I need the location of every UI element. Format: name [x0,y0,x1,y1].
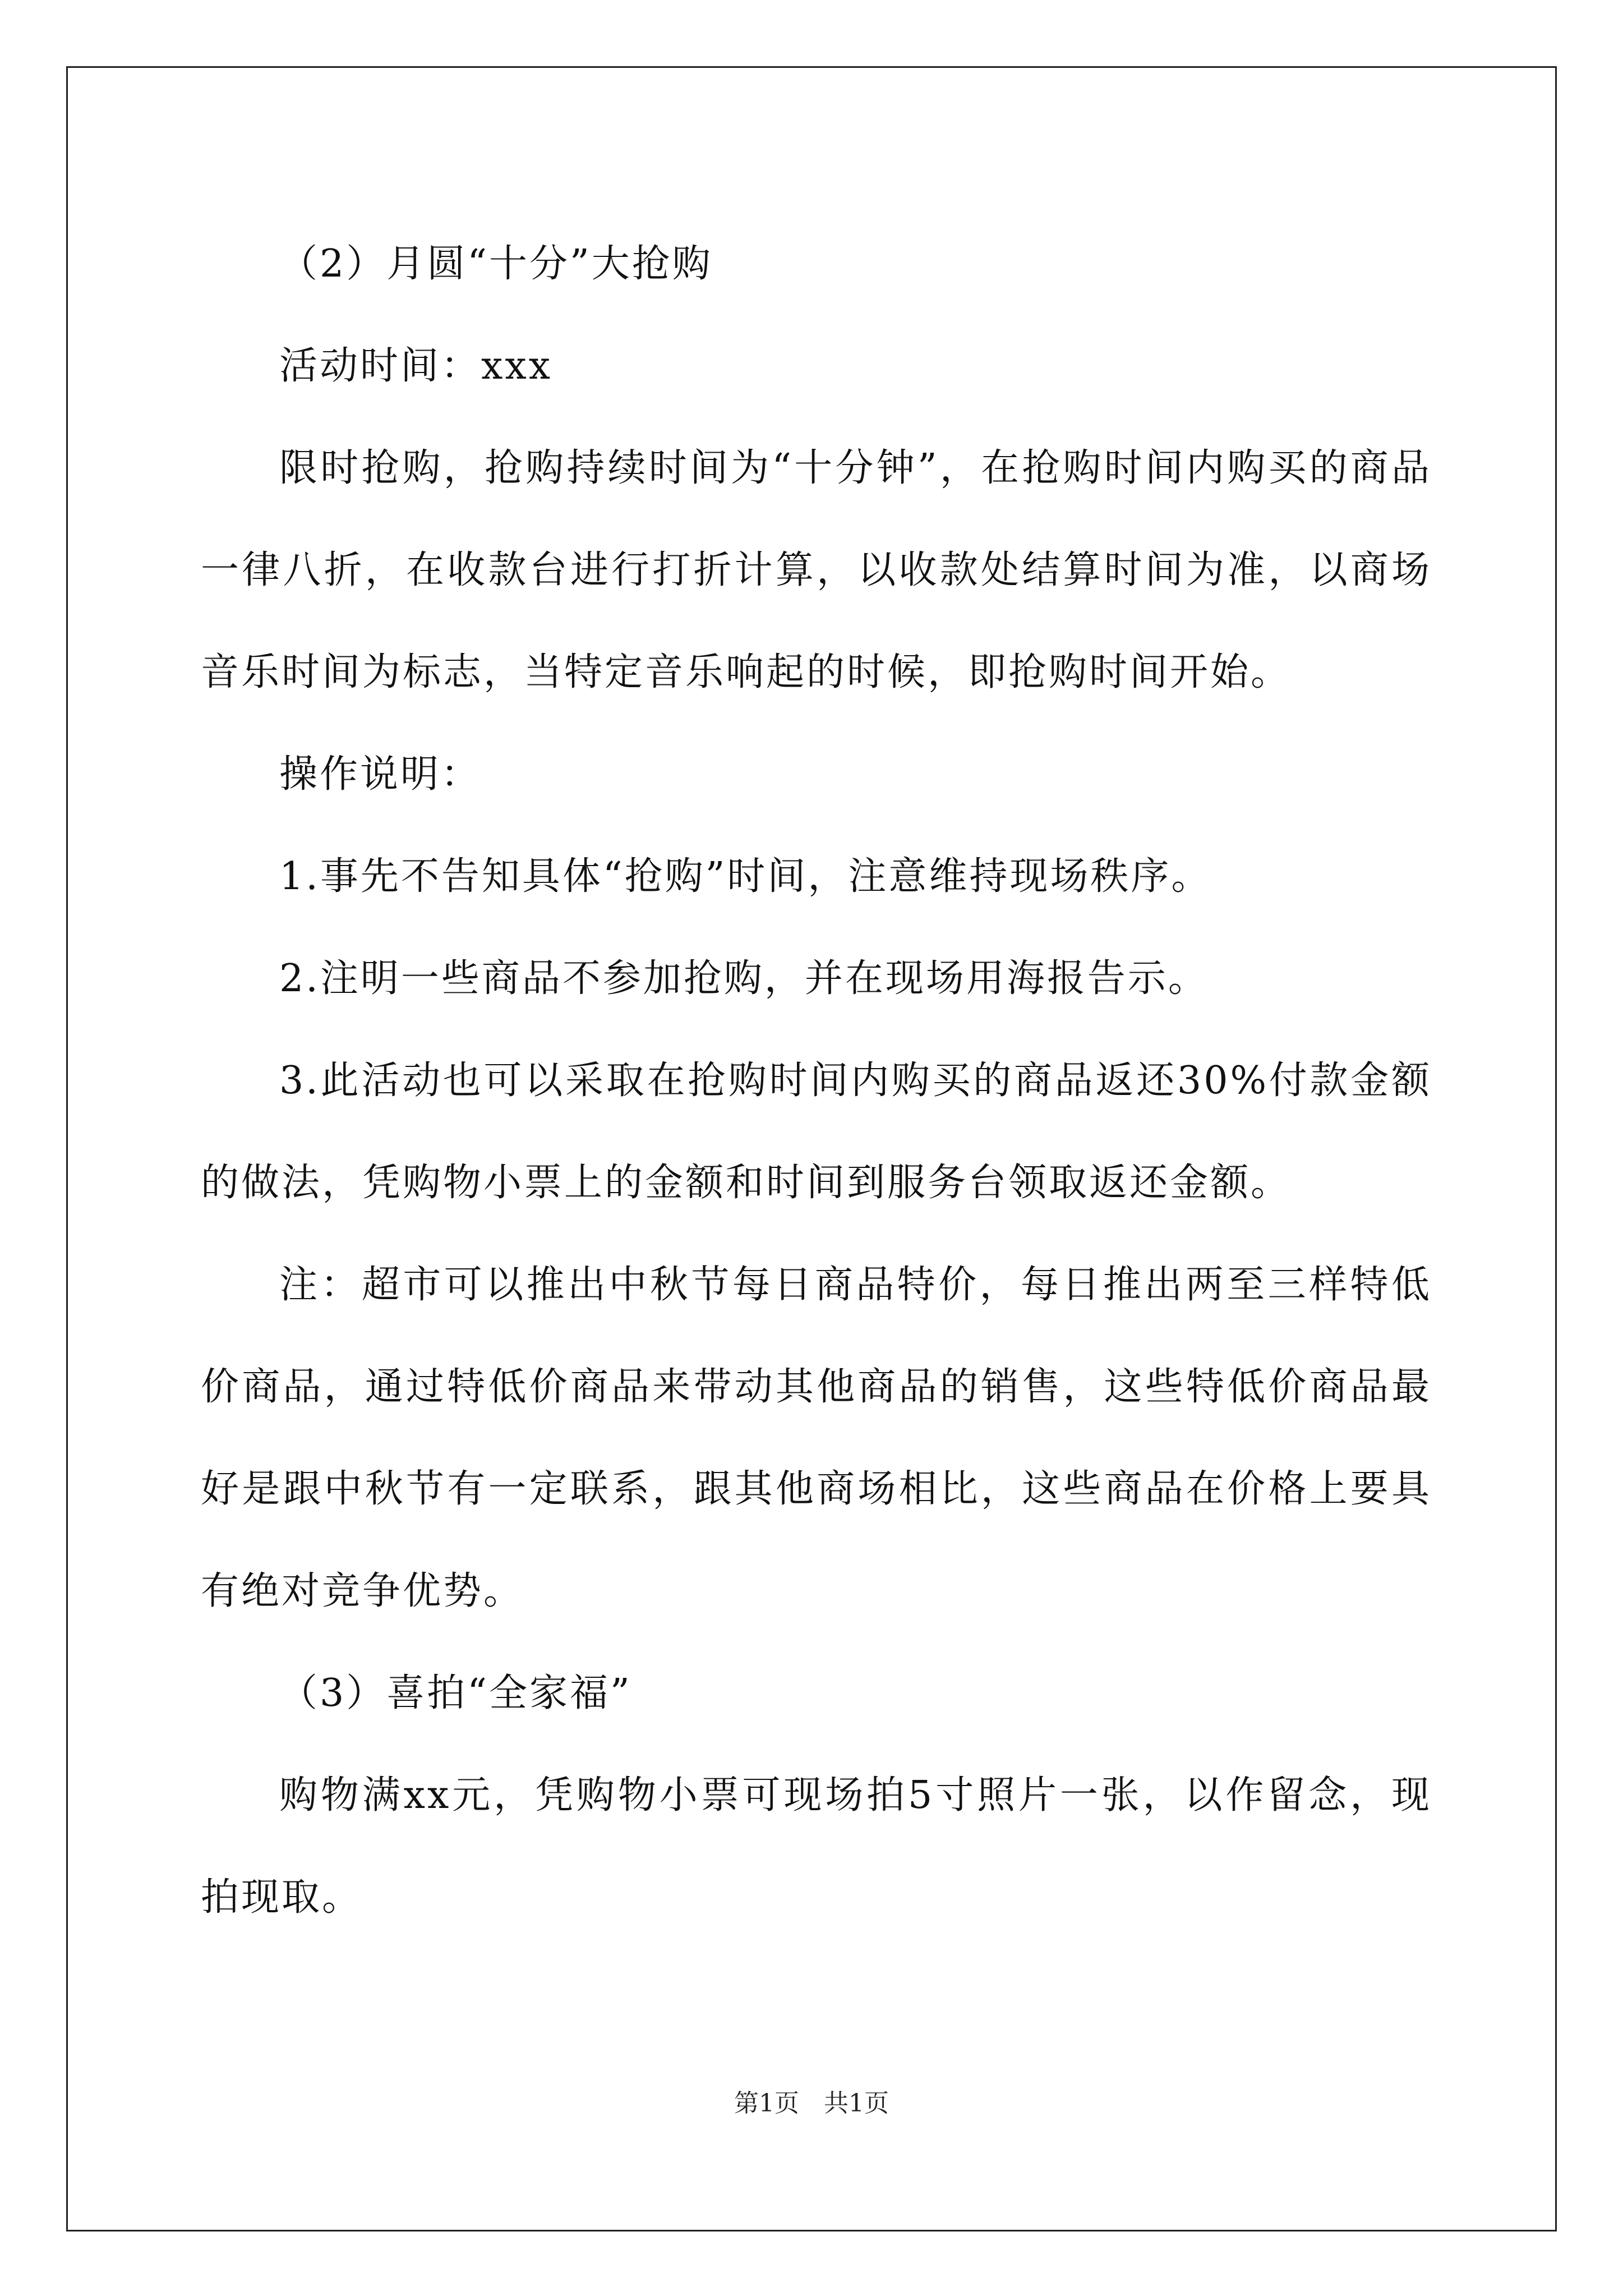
page-number-footer: 第1页 共1页 [734,2089,889,2118]
section-heading-2: （2）月圆“十分”大抢购 [279,242,713,286]
operation-note-2: 2.注明一些商品不参加抢购，并在现场用海报告示。 [279,956,1209,1001]
section-heading-3: （3）喜拍“全家福” [279,1671,632,1715]
paragraph-family-photo: 购物满xx元，凭购物小票可现场拍5寸照片一张，以作留念，现拍现取。 [201,1773,1432,1920]
paragraph-flash-sale: 限时抢购，抢购持续时间为“十分钟”，在抢购时间内购买的商品一律八折，在收款台进行打折计算，以收款处结算时间为准，以商场音乐时间为标志，当特定音乐响起的时候，即抢购时间开始。 [201,446,1432,694]
operation-note-1: 1.事先不告知具体“抢购”时间，注意维持现场秩序。 [279,854,1212,899]
operation-notes-heading: 操作说明： [279,752,482,797]
activity-time: 活动时间：xxx [279,344,553,388]
document-body [201,213,1432,1949]
operation-note-3: 3.此活动也可以采取在抢购时间内购买的商品返还30%付款金额的做法，凭购物小票上的金额和时间到服务台领取返还金额。 [201,1059,1432,1205]
note-paragraph: 注：超市可以推出中秋节每日商品特价，每日推出两至三样特低价商品，通过特低价商品来带动其他商品的销售，这些特低价商品最好是跟中秋节有一定联系，跟其他商场相比，这些商品在价格上要具有绝对竞争优势。 [201,1263,1432,1613]
